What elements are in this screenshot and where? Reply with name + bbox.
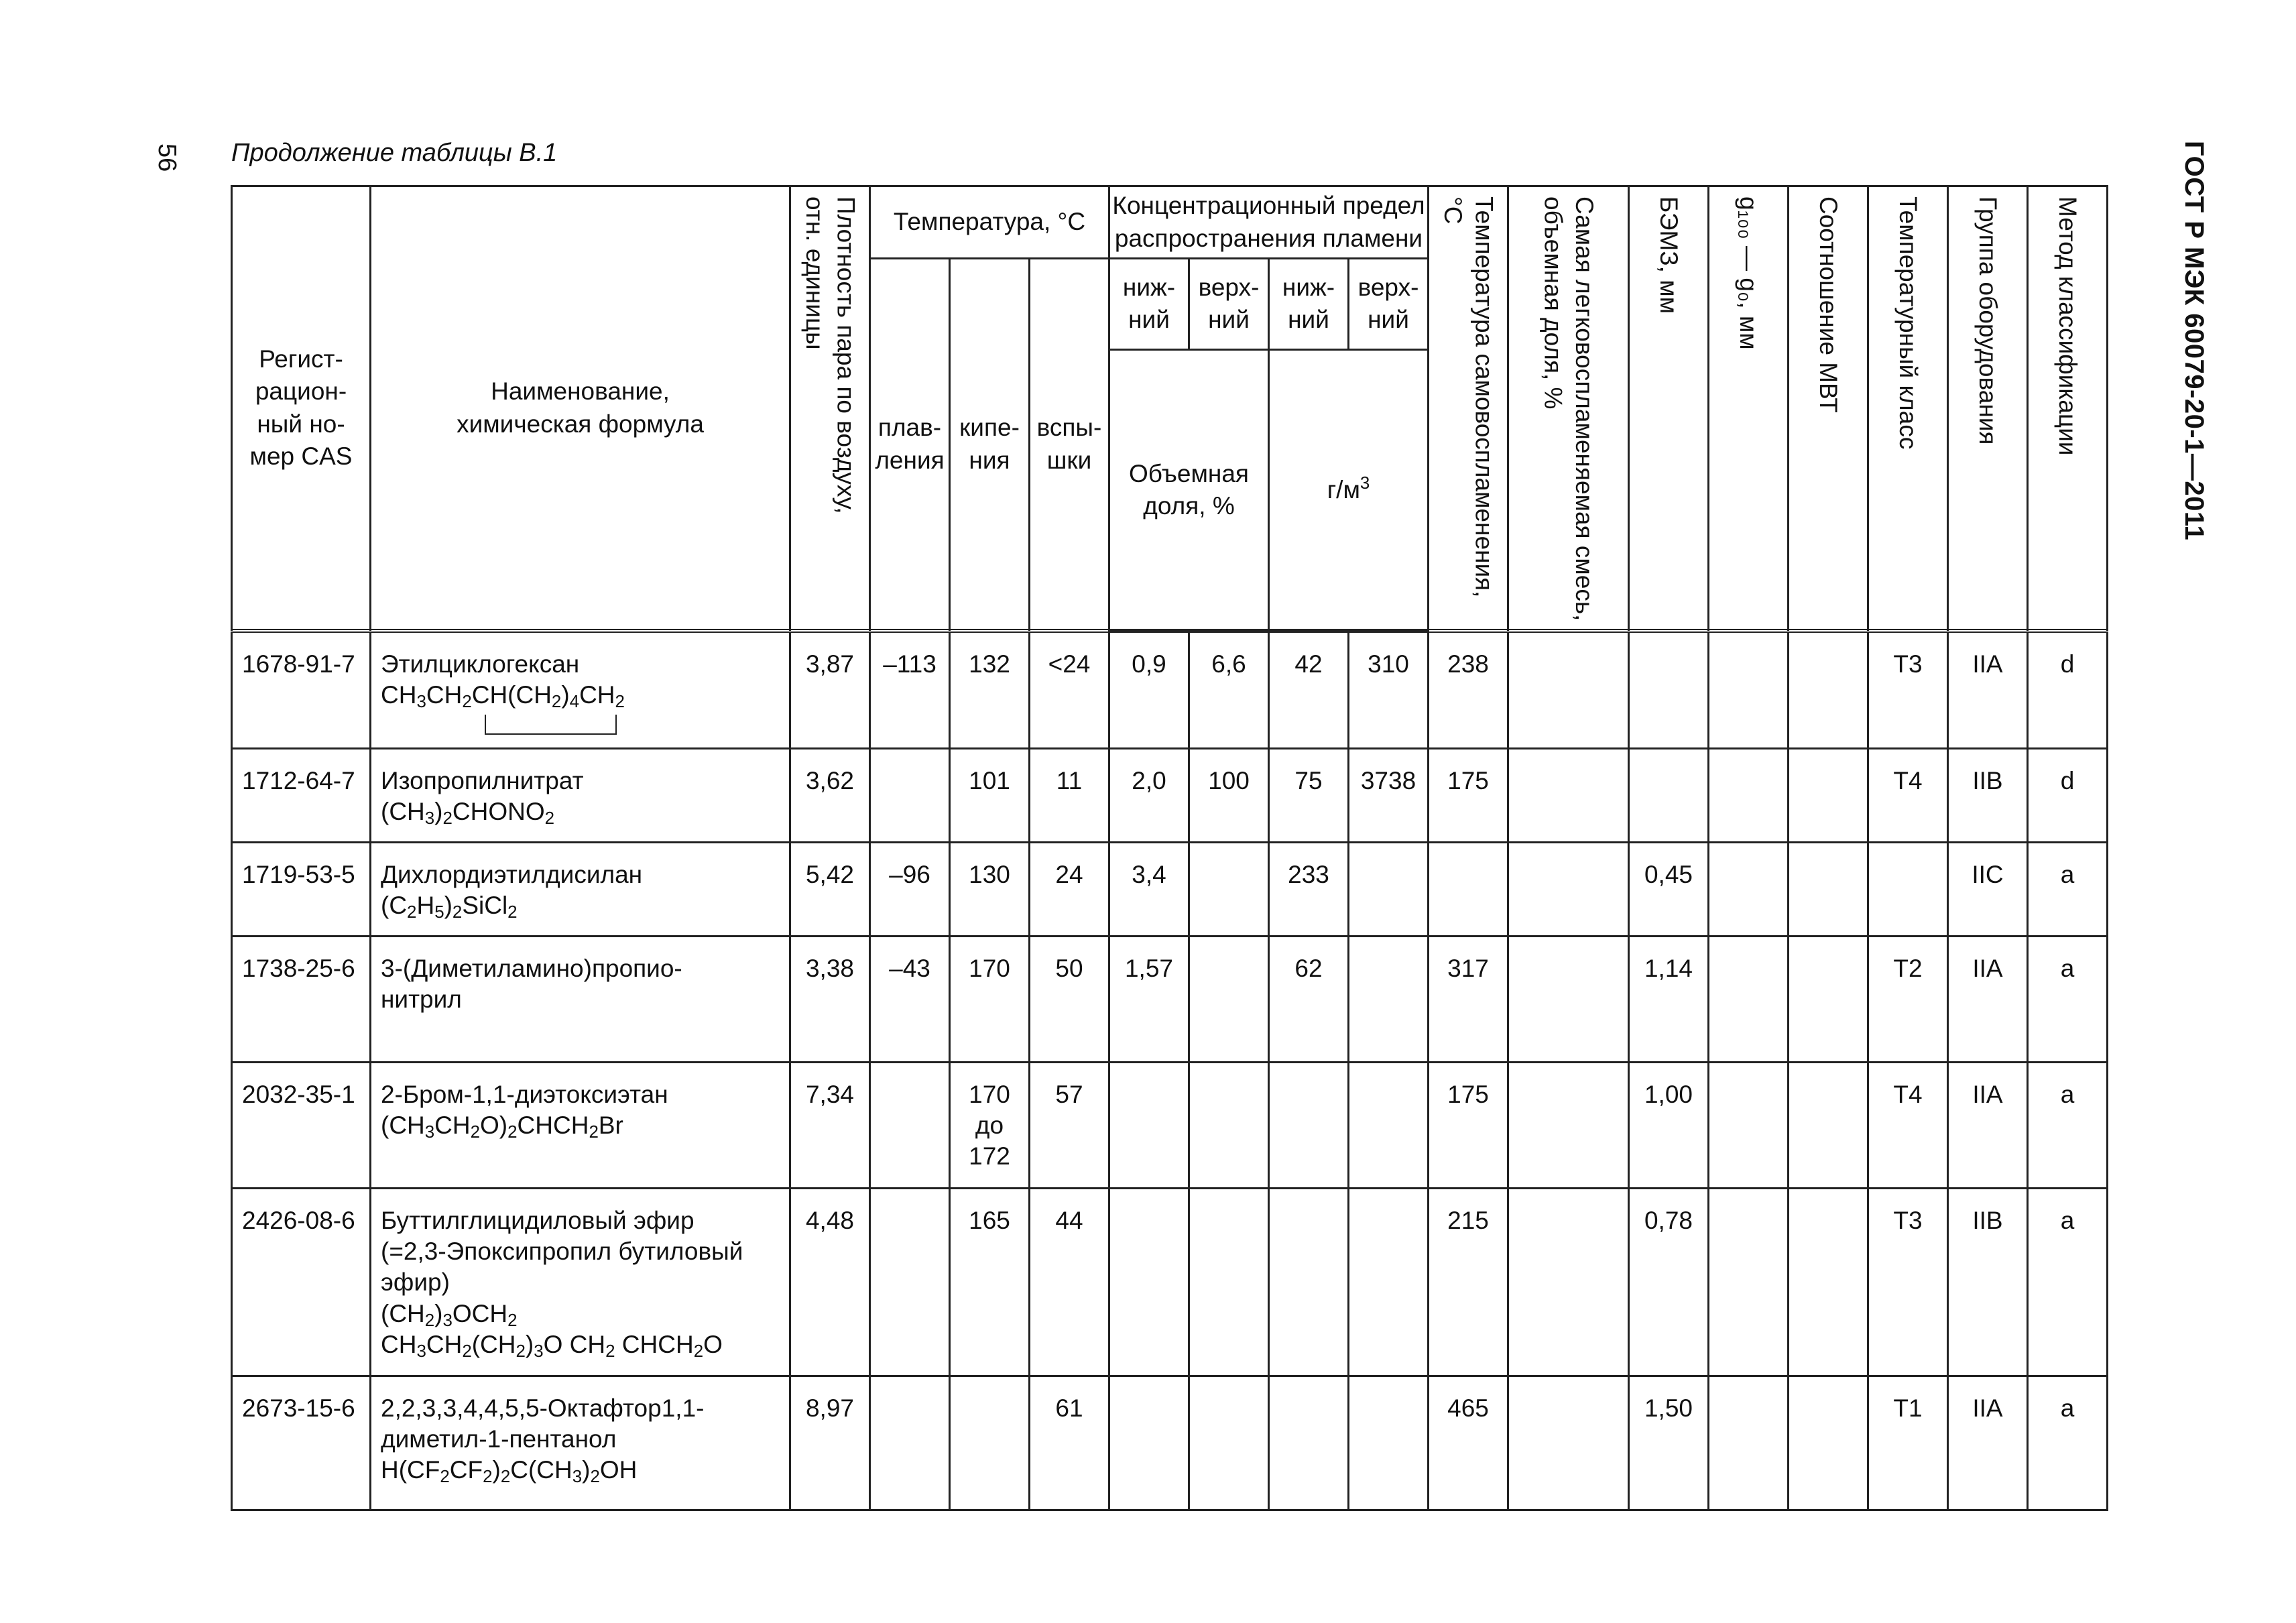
cell-melt [870,748,950,842]
ring-bond-line [485,715,617,735]
table-row [232,748,2108,842]
cell-auto: 238 [1429,631,1508,748]
table-row [232,1376,2108,1510]
chemical-name: 3-(Диметиламино)пропио- нитрил [381,954,682,1013]
cell-auto: 175 [1429,1062,1508,1188]
table-row [232,936,2108,1062]
cell-mix [1508,1376,1629,1510]
cell-q [1709,631,1789,748]
cell-lvol: 0,9 [1109,631,1189,748]
cell-group: IIA [1948,1376,2028,1510]
cell-group: IIB [1948,1188,2028,1376]
cell-lvol: 3,4 [1109,842,1189,936]
cell-mic [1789,1376,1868,1510]
cell-boil: 101 [950,748,1030,842]
cell-mesg [1629,748,1709,842]
cell-mic [1789,1062,1868,1188]
cell-group: IIC [1948,842,2028,936]
cell-melt [870,1376,950,1510]
header-mesg: БЭМЗ, мм [1629,186,1709,632]
cell-method: d [2028,631,2108,748]
cell-density: 4,48 [790,1188,870,1376]
cell-uvol: 100 [1189,748,1269,842]
cell-method: a [2028,1062,2108,1188]
cell-cas: 2673-15-6 [232,1376,371,1510]
cell-boil: 130 [950,842,1030,936]
cell-lvol [1109,1188,1189,1376]
cell-tclass: T4 [1868,1062,1948,1188]
header-lower-vol: ниж- ний [1109,259,1189,350]
header-boiling: кипе- ния [950,259,1030,632]
chemical-formula: $(CH_2)_3OCH_2$ $CH_3CH_2(CH_2)_3O$ $CH_2$ $CHCH_2O$ [381,1299,723,1361]
header-temperature: Температура, °С [870,186,1109,259]
cell-auto: 465 [1429,1376,1508,1510]
cell-auto: 317 [1429,936,1508,1062]
table-row [232,1188,2108,1376]
table-caption: Продолжение таблицы В.1 [231,139,558,167]
header-autoignition: Температура самовоспламенения, °С [1429,186,1508,632]
header-upper-vol: верх- ний [1189,259,1269,350]
cell-ug [1349,1188,1429,1376]
cell-q [1709,1062,1789,1188]
cell-tclass: T3 [1868,631,1948,748]
cell-mesg [1629,631,1709,748]
cell-name [371,1376,790,1510]
cell-mesg: 1,14 [1629,936,1709,1062]
chemical-name: Этилциклогексан [381,650,580,678]
cell-mesg: 1,50 [1629,1376,1709,1510]
cell-method: d [2028,748,2108,842]
cell-mesg: 0,45 [1629,842,1709,936]
chemical-name: 2,2,3,3,4,4,5,5-Октафтор1,1- диметил-1-пентанол [381,1394,705,1453]
cell-name [371,1062,790,1188]
cell-tclass: T1 [1868,1376,1948,1510]
chemical-formula: $(C_2H_5)_2SiCl_2$ [381,892,518,922]
chemical-name: Буттилглицидиловый эфир (=2,3-Эпоксипропил бутиловый эфир) [381,1206,743,1297]
cell-name [371,936,790,1062]
cell-lg [1269,1376,1349,1510]
header-gm3: $г/м^3$ [1269,349,1429,631]
cell-density: 3,38 [790,936,870,1062]
cell-name [371,748,790,842]
cell-flash: 50 [1030,936,1109,1062]
cell-melt [870,1062,950,1188]
chemical-formula: $(CH_3)_2CHONO_2$ [381,798,555,828]
cell-melt: –113 [870,631,950,748]
header-equipment-group: Группа оборудования [1948,186,2028,632]
cell-boil [950,1376,1030,1510]
cell-uvol [1189,1062,1269,1188]
cell-density: 7,34 [790,1062,870,1188]
cell-lg: 62 [1269,936,1349,1062]
chemical-name: Изопропилнитрат [381,766,584,794]
cell-cas: 1738-25-6 [232,936,371,1062]
cell-group: IIA [1948,1062,2028,1188]
cell-mix [1508,1062,1629,1188]
cell-mic [1789,1188,1868,1376]
header-q100: g₁₀₀ — g₀, мм [1709,186,1789,632]
cell-density: 5,42 [790,842,870,936]
cell-density: 8,97 [790,1376,870,1510]
header-lower-gm3: ниж- ний [1269,259,1349,350]
cell-flash: 11 [1030,748,1109,842]
header-method: Метод классификации [2028,186,2108,632]
cell-lg: 233 [1269,842,1349,936]
cell-uvol [1189,842,1269,936]
cell-cas: 1678-91-7 [232,631,371,748]
cell-uvol [1189,936,1269,1062]
chemical-formula: $(CH_3CH_2O)_2CHCH_2Br$ [381,1111,623,1142]
cell-lvol [1109,1376,1189,1510]
header-volume-fraction: Объемная доля, % [1109,349,1269,631]
cell-melt: –96 [870,842,950,936]
cell-lg: 42 [1269,631,1349,748]
header-flash: вспы- шки [1030,259,1109,632]
cell-ug: 3738 [1349,748,1429,842]
cell-flash: 44 [1030,1188,1109,1376]
cell-melt: –43 [870,936,950,1062]
cell-flash: <24 [1030,631,1109,748]
cell-cas: 1712-64-7 [232,748,371,842]
cell-lvol: 1,57 [1109,936,1189,1062]
cell-name [371,1188,790,1376]
cell-uvol [1189,1188,1269,1376]
cell-mesg: 1,00 [1629,1062,1709,1188]
cell-lg: 75 [1269,748,1349,842]
cell-method: a [2028,842,2108,936]
cell-mix [1508,748,1629,842]
header-upper-gm3: верх- ний [1349,259,1429,350]
header-temp-class: Температурный класс [1868,186,1948,632]
cell-boil: 170 до 172 [950,1062,1030,1188]
chemical-formula: $CH_3CH_2CH(CH_2)_4CH_2$ [381,681,625,712]
cell-q [1709,1376,1789,1510]
cell-q [1709,936,1789,1062]
cell-flash: 61 [1030,1376,1109,1510]
cell-boil: 165 [950,1188,1030,1376]
cell-melt [870,1188,950,1376]
cell-lg [1269,1188,1349,1376]
cell-tclass [1868,842,1948,936]
cell-lvol [1109,1062,1189,1188]
cell-mix [1508,1188,1629,1376]
cell-cas: 1719-53-5 [232,842,371,936]
data-table [231,185,2108,1511]
cell-ug [1349,936,1429,1062]
cell-group: IIB [1948,748,2028,842]
header-name: Наименование, химическая формула [371,186,790,632]
cell-tclass: T4 [1868,748,1948,842]
cell-tclass: T3 [1868,1188,1948,1376]
cell-q [1709,748,1789,842]
cell-boil: 170 [950,936,1030,1062]
cell-uvol: 6,6 [1189,631,1269,748]
header-most-ignitable: Самая легковоспламеняемая смесь, объемная доля, % [1508,186,1629,632]
cell-group: IIA [1948,631,2028,748]
cell-boil: 132 [950,631,1030,748]
cell-mix [1508,936,1629,1062]
cell-group: IIA [1948,936,2028,1062]
cell-uvol [1189,1376,1269,1510]
cell-mesg: 0,78 [1629,1188,1709,1376]
header-density: Плотность пара по воздуху, отн. единицы [790,186,870,632]
cell-flash: 24 [1030,842,1109,936]
cell-ug [1349,1062,1429,1188]
cell-method: a [2028,936,2108,1062]
cell-mic [1789,631,1868,748]
cell-mix [1508,842,1629,936]
table-row [232,842,2108,936]
table-row [232,631,2108,748]
table-row [232,1062,2108,1188]
header-mic-ratio: Соотношение МВТ [1789,186,1868,632]
cell-auto [1429,842,1508,936]
cell-mix [1508,631,1629,748]
cell-cas: 2426-08-6 [232,1188,371,1376]
cell-auto: 215 [1429,1188,1508,1376]
cell-ug [1349,1376,1429,1510]
cell-auto: 175 [1429,748,1508,842]
header-melting: плав- ления [870,259,950,632]
standard-designation: ГОСТ Р МЭК 60079-20-1—2011 [2179,141,2209,541]
header-cas: Регист- рацион- ный но- мер CAS [232,186,371,632]
chemical-name: Дихлордиэтилдисилан [381,860,643,888]
cell-q [1709,842,1789,936]
cell-density: 3,87 [790,631,870,748]
cell-name [371,631,790,748]
cell-lvol: 2,0 [1109,748,1189,842]
cell-cas: 2032-35-1 [232,1062,371,1188]
cell-mic [1789,936,1868,1062]
cell-ug [1349,842,1429,936]
cell-ug: 310 [1349,631,1429,748]
cell-lg [1269,1062,1349,1188]
cell-mic [1789,748,1868,842]
header-concentration-limit: Концентрационный предел распространения пламени [1109,186,1429,259]
cell-name [371,842,790,936]
cell-tclass: T2 [1868,936,1948,1062]
cell-method: a [2028,1376,2108,1510]
cell-q [1709,1188,1789,1376]
cell-flash: 57 [1030,1062,1109,1188]
cell-density: 3,62 [790,748,870,842]
cell-method: a [2028,1188,2108,1376]
cell-mic [1789,842,1868,936]
page-number: 56 [153,143,181,172]
chemical-formula: $H(CF_2CF_2)_2C(CH_3)_2OH$ [381,1456,638,1487]
chemical-name: 2-Бром-1,1-диэтоксиэтан [381,1080,668,1108]
